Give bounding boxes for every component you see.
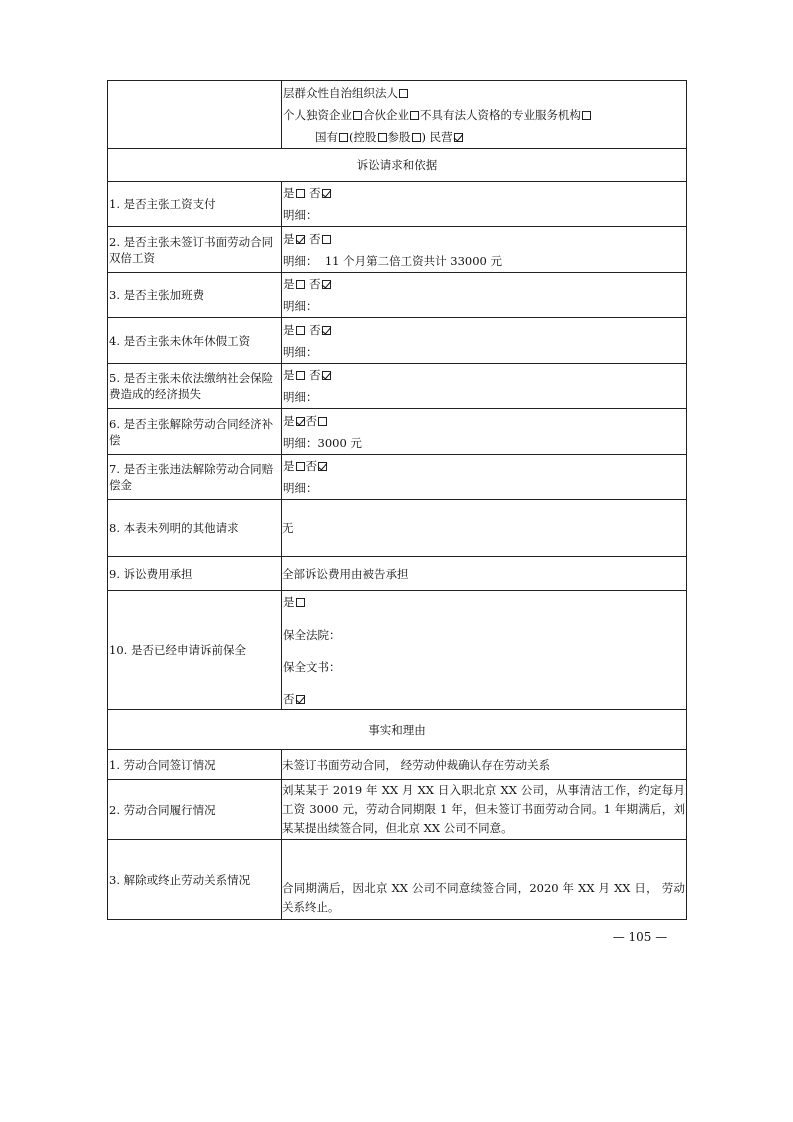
fact-value: 合同期满后，因北京 XX 公司不同意续签合同，2020 年 XX 月 XX 日， 劳动关系终止。 <box>282 840 687 920</box>
org-shareholding: 参股 <box>387 129 411 144</box>
claim-2-detail: 11 个月第二倍工资共计 33000 元 <box>324 253 502 268</box>
claim-7-yes-checkbox[interactable] <box>296 462 305 471</box>
claim-label: 3. 是否主张加班费 <box>108 273 282 318</box>
claim-6-yes-checkbox[interactable] <box>296 417 305 426</box>
preservation-yes-checkbox[interactable] <box>296 598 305 607</box>
org-type-line1: 层群众性自治组织法人 <box>283 85 398 100</box>
claim-6-detail: 3000 元 <box>317 435 362 450</box>
checkbox-partnership[interactable] <box>410 111 419 120</box>
org-type-row <box>108 81 687 149</box>
org-type-cell <box>282 81 687 149</box>
claim-6-no-checkbox[interactable] <box>318 417 327 426</box>
section-claims-row <box>108 149 687 182</box>
preservation-no-checkbox[interactable] <box>296 695 305 704</box>
litigation-fee-value: 全部诉讼费用由被告承担 <box>282 557 687 591</box>
org-sole-proprietorship: 个人独资企业 <box>283 107 352 122</box>
claim-label: 7. 是否主张违法解除劳动合同赔偿金 <box>108 455 282 500</box>
claim-3-no-checkbox[interactable] <box>322 280 331 289</box>
checkbox-holding[interactable] <box>378 133 387 142</box>
other-claims-label: 8. 本表未列明的其他请求 <box>108 500 282 557</box>
org-type-label-cell <box>108 81 282 149</box>
claim-row: 5. 是否主张未依法缴纳社会保险费造成的经济损失 是 否 明细： <box>108 364 687 409</box>
preservation-document: 保全文书： <box>283 659 341 674</box>
checkbox-shareholding[interactable] <box>412 133 421 142</box>
claim-row: 3. 是否主张加班费 是 否 明细： <box>108 273 687 318</box>
claim-1-no-checkbox[interactable] <box>322 189 331 198</box>
fact-row <box>108 780 687 840</box>
claim-5-no-checkbox[interactable] <box>322 371 331 380</box>
org-private: ) 民营 <box>421 129 453 144</box>
org-holding: (控股 <box>349 129 377 144</box>
preservation-court: 保全法院： <box>283 627 341 642</box>
preservation-label: 10. 是否已经申请诉前保全 <box>108 591 282 710</box>
claim-row: 6. 是否主张解除劳动合同经济补偿 是 否 明细：3000 元 <box>108 409 687 455</box>
claim-1-yes-checkbox[interactable] <box>296 189 305 198</box>
claim-row: 4. 是否主张未休年休假工资 是 否 明细： <box>108 318 687 364</box>
fact-label: 3. 解除或终止劳动关系情况 <box>108 840 282 920</box>
section-facts-title: 事实和理由 <box>108 710 687 750</box>
section-claims-title: 诉讼请求和依据 <box>108 149 687 182</box>
org-state-owned: 国有 <box>315 129 338 144</box>
org-professional-service: 不具有法人资格的专业服务机构 <box>420 107 581 122</box>
fact-label: 1. 劳动合同签订情况 <box>108 750 282 780</box>
preservation-row: 10. 是否已经申请诉前保全 是 保全法院： 保全文书： 否 <box>108 591 687 710</box>
checkbox-state-owned[interactable] <box>339 133 348 142</box>
fact-value: 刘某某于 2019 年 XX 月 XX 日入职北京 XX 公司，从事清洁工作，约定每月工资 3000 元，劳动合同期限 1 年，但未签订书面劳动合同。1 年期满后，刘某某提出续签合同，但北京 XX 公司不同意。 <box>282 780 687 840</box>
litigation-fee-label: 9. 诉讼费用承担 <box>108 557 282 591</box>
claim-label: 1. 是否主张工资支付 <box>108 182 282 227</box>
claim-7-no-checkbox[interactable] <box>318 462 327 471</box>
claim-label: 4. 是否主张未休年休假工资 <box>108 318 282 364</box>
checkbox-grassroots-org[interactable] <box>399 89 408 98</box>
claim-2-no-checkbox[interactable] <box>322 235 331 244</box>
fact-row <box>108 750 687 780</box>
page-number: — 105 — <box>612 930 668 944</box>
fact-value: 未签订书面劳动合同， 经劳动仲裁确认存在劳动关系 <box>282 750 687 780</box>
claim-row: 7. 是否主张违法解除劳动合同赔偿金 是 否 明细： <box>108 455 687 500</box>
checkbox-sole-proprietorship[interactable] <box>353 111 362 120</box>
claim-label: 5. 是否主张未依法缴纳社会保险费造成的经济损失 <box>108 364 282 409</box>
claim-2-yes-checkbox[interactable] <box>296 235 305 244</box>
claim-3-yes-checkbox[interactable] <box>296 280 305 289</box>
claim-4-yes-checkbox[interactable] <box>296 326 305 335</box>
claim-4-no-checkbox[interactable] <box>322 326 331 335</box>
fact-row <box>108 840 687 920</box>
claim-label: 6. 是否主张解除劳动合同经济补偿 <box>108 409 282 455</box>
claim-row: 1. 是否主张工资支付 是 否 明细： <box>108 182 687 227</box>
checkbox-private[interactable] <box>454 133 463 142</box>
org-partnership: 合伙企业 <box>363 107 409 122</box>
claim-row: 2. 是否主张未签订书面劳动合同双倍工资 是 否 明细： 11 个月第二倍工资共计 33000 元 <box>108 227 687 273</box>
other-claims-value: 无 <box>282 500 687 557</box>
other-claims-row <box>108 500 687 557</box>
section-facts-row <box>108 710 687 750</box>
checkbox-professional-service[interactable] <box>582 111 591 120</box>
claim-5-yes-checkbox[interactable] <box>296 371 305 380</box>
fact-label: 2. 劳动合同履行情况 <box>108 780 282 840</box>
claim-label: 2. 是否主张未签订书面劳动合同双倍工资 <box>108 227 282 273</box>
complaint-form-table <box>107 80 687 920</box>
litigation-fee-row <box>108 557 687 591</box>
